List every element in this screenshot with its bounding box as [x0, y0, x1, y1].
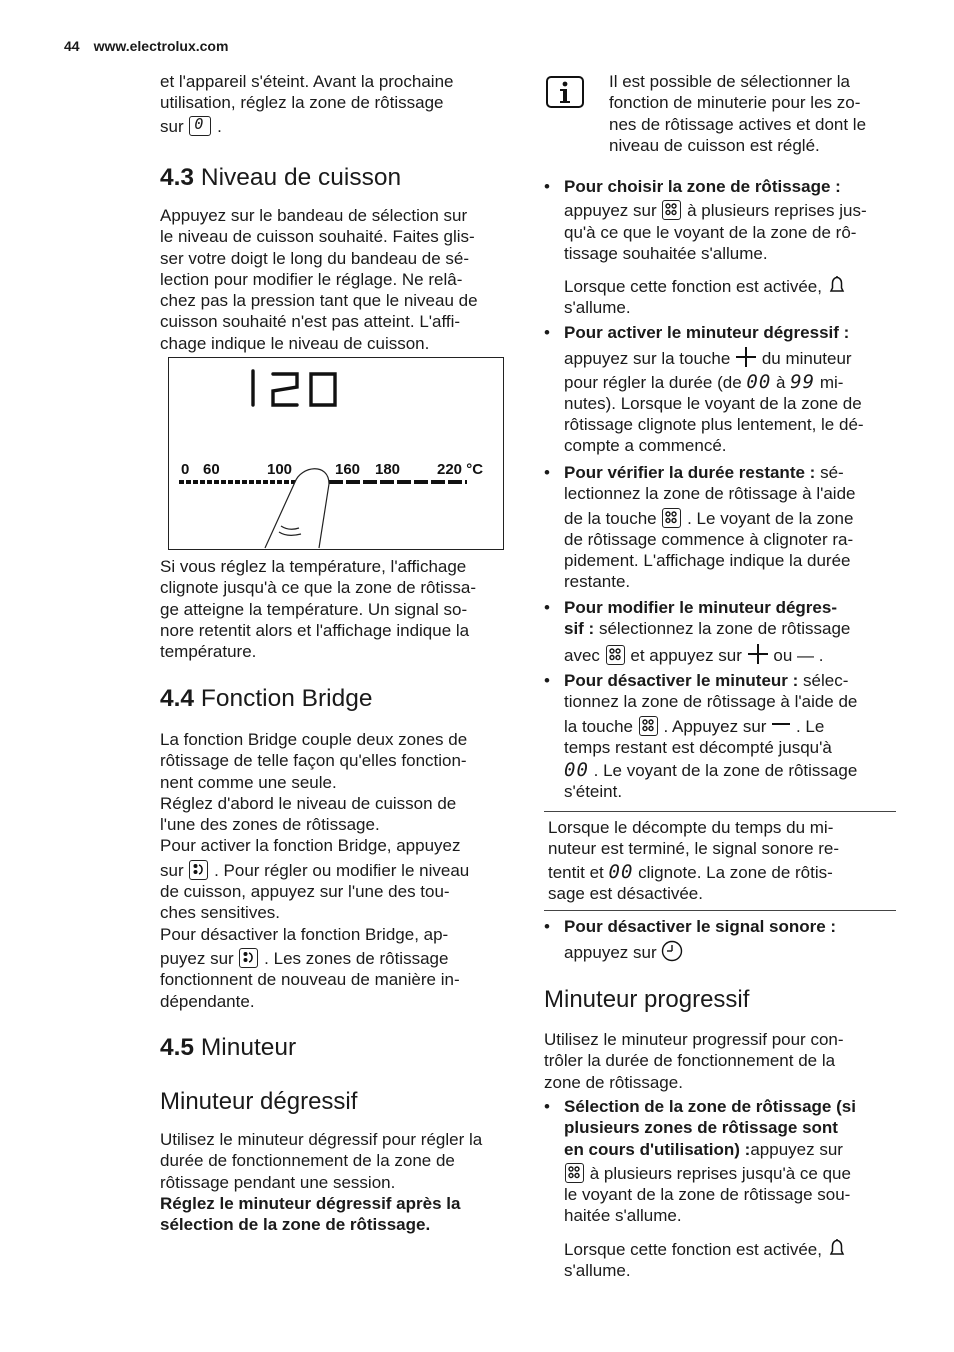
zone-key-icon: [662, 508, 681, 528]
bullet-line: de rôtissage commence à clignoter ra-: [564, 529, 854, 549]
inline-text: appuyez sur: [564, 201, 657, 221]
paragraph-line: La fonction Bridge couple deux zones de: [160, 730, 468, 749]
bullet-line: qu'à ce que le voyant de la zone de rô-: [564, 222, 857, 242]
zero-key-icon: [189, 116, 211, 136]
bullet-dot: •: [544, 917, 550, 936]
bullet-choose-zone: [544, 176, 896, 319]
bullet-dot: •: [544, 323, 550, 342]
bullet-dot: •: [544, 463, 550, 482]
bullet-title: plusieurs zones de rôtissage sont: [564, 1118, 838, 1138]
scale-label: 220 °C: [437, 461, 484, 478]
section-title: Minuteur: [200, 1034, 297, 1061]
intro-line: utilisation, réglez la zone de rôtissage: [160, 93, 444, 113]
bullet-check-remaining: [544, 462, 896, 593]
bullet-dot: •: [544, 177, 550, 196]
paragraph-line: fonctionnent de nouveau de manière in-: [160, 970, 460, 990]
bullet-line: pidement. L'affichage indique la durée: [564, 551, 851, 571]
paragraph-line: l'une des zones de rôtissage.: [160, 815, 380, 835]
info-note: [609, 71, 899, 156]
bullet-line: s'éteint.: [564, 782, 623, 802]
bullet-line: [564, 1139, 896, 1160]
inline-text: clignote. La zone de rôtis-: [638, 862, 833, 882]
note-line: sage est désactivée.: [548, 883, 703, 903]
page-number: 44: [64, 38, 80, 54]
paragraph-line: de cuisson, appuyez sur l'une des tou-: [160, 882, 450, 902]
bullet-line: [564, 346, 896, 369]
bullet-line: [564, 760, 896, 781]
bullet-title: Pour désactiver le minuteur :: [564, 671, 799, 690]
inline-text: de la touche: [564, 508, 657, 528]
paragraph-line: sélection de la zone de rôtissage.: [160, 1215, 431, 1235]
section-heading-4-5: [160, 1034, 296, 1062]
paragraph-line: Pour désactiver la fonction Bridge, ap-: [160, 924, 449, 944]
info-icon: [546, 76, 584, 113]
bullet-line: lectionnez la zone de rôtissage à l'aide: [564, 484, 856, 504]
bullet-line: [564, 462, 896, 483]
bullet-line: [564, 618, 896, 639]
cooking-level-figure: [168, 357, 504, 550]
bullet-title: sif :: [564, 619, 595, 639]
intro-line: [160, 116, 512, 137]
bullet-line: haitée s'allume.: [564, 1206, 682, 1226]
paragraph-line: trôler la durée de fonctionnement de la: [544, 1051, 836, 1071]
bullet-line: compte a commencé.: [564, 436, 727, 456]
inline-text: tentit et: [548, 862, 604, 882]
note-line: Lorsque le décompte du temps du mi-: [548, 818, 834, 837]
bullet-line: tissage souhaitée s'allume.: [564, 243, 768, 263]
inline-text: à: [776, 372, 786, 392]
bullet-title: Pour activer le minuteur dégressif :: [564, 323, 850, 342]
display-value: 120: [287, 418, 289, 419]
segment-value: 00: [608, 860, 634, 883]
note-line: [548, 862, 896, 883]
bullet-line: s'allume.: [564, 1261, 631, 1281]
bullet-line: [564, 716, 896, 737]
count-up-body: [544, 1029, 896, 1093]
paragraph-line: chage indique le niveau de cuisson.: [160, 333, 430, 353]
paragraph-line: nent comme une seule.: [160, 772, 337, 792]
section-heading-4-3: [160, 164, 401, 192]
intro-line: et l'appareil s'éteint. Avant la prochaine: [160, 72, 454, 91]
bell-icon: [827, 275, 847, 295]
paragraph-line: clignote jusqu'à ce que la zone de rôtissa-: [160, 578, 477, 598]
section-title: Niveau de cuisson: [200, 164, 402, 191]
paragraph-line: cuisson souhaité n'est pas atteint. L'affi-: [160, 312, 461, 332]
inline-text: . Le voyant de la zone de rôtissage: [593, 761, 858, 781]
info-line: fonction de minuterie pour les zo-: [609, 93, 861, 113]
inline-text: pour régler la durée (de: [564, 372, 742, 392]
scale-label: 0: [181, 461, 190, 478]
bridge-key-icon: [239, 948, 258, 968]
paragraph-line: durée de fonctionnement de la zone de: [160, 1151, 455, 1171]
bullet-title: Pour vérifier la durée restante :: [564, 463, 816, 482]
paragraph-line: ches sensitives.: [160, 903, 280, 923]
bullet-title: Pour désactiver le signal sonore :: [564, 917, 837, 936]
inline-text: . Pour régler ou modifier le niveau: [214, 860, 470, 880]
section-number: 4.3: [160, 164, 195, 191]
clock-icon: [661, 940, 683, 962]
paragraph-line: rôtissage pendant une session.: [160, 1172, 396, 1192]
bullet-activate-countdown: [544, 322, 896, 457]
info-line: niveau de cuisson est réglé.: [609, 135, 820, 155]
bullet-line: [564, 940, 896, 963]
intro-text: .: [217, 116, 222, 136]
inline-text: appuyez sur: [564, 943, 657, 963]
inline-text: . Le: [795, 716, 825, 736]
section-4-3-after: [160, 556, 512, 662]
inline-text: . Appuyez sur: [663, 716, 767, 736]
section-number: 4.4: [160, 685, 195, 712]
bullet-line: s'allume.: [564, 298, 631, 318]
plus-icon: [747, 643, 769, 665]
inline-text: appuyez sur la touche: [564, 349, 731, 369]
section-4-4-body: [160, 729, 512, 1012]
bell-icon: [827, 1238, 847, 1258]
bullet-line: le voyant de la zone de rôtissage sou-: [564, 1185, 851, 1205]
info-line: nes de rôtissage actives et dont le: [609, 114, 867, 134]
bullet-dot: •: [544, 1097, 550, 1116]
bullet-line: [564, 670, 896, 691]
scale-label: 180: [375, 461, 401, 478]
timer-end-note: [548, 817, 896, 904]
inline-text: sur: [160, 860, 184, 880]
bullet-line: [564, 372, 896, 393]
inline-text: appuyez sur: [750, 1139, 843, 1159]
bullet-line: [564, 200, 896, 221]
bullet-deactivate-countdown: [544, 670, 896, 803]
bullet-deactivate-signal: [544, 916, 896, 964]
section-heading-4-4: [160, 685, 372, 713]
paragraph-line: zone de rôtissage.: [544, 1072, 683, 1092]
zone-key-icon: [606, 645, 625, 665]
inline-text: . Les zones de rôtissage: [264, 948, 449, 968]
paragraph-line: Utilisez le minuteur dégressif pour régler la: [160, 1130, 483, 1149]
bullet-title: Pour modifier le minuteur dégres-: [564, 598, 837, 617]
bridge-key-icon: [189, 860, 208, 880]
note-top-rule: [544, 811, 896, 812]
inline-text: Lorsque cette fonction est activée,: [564, 277, 822, 297]
bullet-line: rôtissage clignote plus lentement, le dé-: [564, 415, 864, 435]
zone-key-icon: [565, 1163, 584, 1183]
paragraph-line: Utilisez le minuteur progressif pour con-: [544, 1030, 844, 1049]
site-url: www.electrolux.com: [93, 38, 229, 54]
note-bottom-rule: [544, 910, 896, 911]
segment-value: 99: [790, 370, 816, 393]
paragraph-line: [160, 860, 512, 881]
bullet-modify-countdown: [544, 597, 896, 666]
inline-text: sé-: [820, 463, 844, 482]
intro-text: sur: [160, 116, 184, 136]
paragraph-line: le niveau de cuisson souhaité. Faites glis-: [160, 227, 475, 247]
bullet-zone-selection: [544, 1096, 896, 1281]
scale-label: 100: [267, 461, 293, 478]
subheading-countdown: Minuteur dégressif: [160, 1088, 358, 1115]
scale-label: 160: [335, 461, 361, 478]
paragraph-line: Réglez d'abord le niveau de cuisson de: [160, 793, 457, 813]
plus-icon: [735, 346, 757, 368]
paragraph-line: Si vous réglez la température, l'affichage: [160, 557, 467, 576]
bullet-line: [564, 643, 896, 666]
bullet-title: Sélection de la zone de rôtissage (si: [564, 1097, 856, 1116]
inline-text: à plusieurs reprises jusqu'à ce que: [589, 1163, 851, 1183]
segment-value: 00: [746, 370, 772, 393]
paragraph-line: dépendante.: [160, 991, 255, 1011]
bullet-title: en cours d'utilisation) :: [564, 1139, 751, 1159]
note-line: nuteur est terminé, le signal sonore re-: [548, 839, 840, 859]
inline-text: avec: [564, 645, 600, 665]
countdown-body: [160, 1129, 512, 1235]
inline-text: à plusieurs reprises jus-: [687, 201, 867, 221]
segment-display: [253, 371, 335, 405]
inline-text: mi-: [819, 372, 844, 392]
paragraph-line: lection pour modifier le réglage. Ne relâ-: [160, 269, 463, 289]
info-line: Il est possible de sélectionner la: [609, 72, 850, 91]
paragraph-line: ge atteigne la température. Un signal so-: [160, 599, 468, 619]
paragraph-line: rôtissage de telle façon qu'elles fonction-: [160, 751, 467, 771]
inline-text: puyez sur: [160, 948, 234, 968]
bullet-note: [564, 1238, 896, 1260]
section-title: Fonction Bridge: [200, 685, 373, 712]
inline-text: sélec-: [803, 671, 849, 690]
left-column: [160, 71, 512, 137]
bullet-line: [564, 508, 896, 529]
bullet-line: temps restant est décompté jusqu'à: [564, 737, 832, 757]
zero-digit: 0: [194, 114, 205, 133]
inline-text: ou — .: [773, 645, 824, 665]
paragraph-line: température.: [160, 642, 257, 662]
paragraph-line: Pour activer la fonction Bridge, appuyez: [160, 836, 461, 856]
paragraph-line: Appuyez sur le bandeau de sélection sur: [160, 206, 468, 225]
paragraph-line: Réglez le minuteur dégressif après la: [160, 1193, 461, 1213]
bullet-dot: •: [544, 671, 550, 690]
inline-text: et appuyez sur: [630, 645, 742, 665]
segment-value: 00: [564, 759, 589, 782]
section-number: 4.5: [160, 1034, 195, 1061]
scale-label: 60: [203, 461, 220, 478]
bullet-line: restante.: [564, 572, 631, 592]
paragraph-line: ser votre doigt le long du bandeau de sé-: [160, 248, 470, 268]
bullet-title: Pour choisir la zone de rôtissage :: [564, 177, 841, 196]
page-header: [64, 38, 228, 54]
bullet-line: [564, 1163, 896, 1184]
bullet-dot: •: [544, 598, 550, 617]
minus-icon: [771, 717, 791, 731]
zone-key-icon: [639, 716, 658, 736]
inline-text: sélectionnez la zone de rôtissage: [598, 619, 851, 639]
inline-text: . Le voyant de la zone: [687, 508, 854, 528]
zone-key-icon: [662, 200, 681, 220]
paragraph-line: [160, 948, 512, 969]
bullet-line: tionnez la zone de rôtissage à l'aide de: [564, 692, 858, 712]
paragraph-line: chez pas la pression tant que le niveau de: [160, 291, 478, 311]
display-illustration: [169, 358, 503, 549]
inline-text: du minuteur: [761, 349, 852, 369]
subheading-count-up: Minuteur progressif: [544, 986, 750, 1013]
bullet-note: [564, 275, 896, 297]
inline-text: Lorsque cette fonction est activée,: [564, 1239, 822, 1259]
bullet-line: nutes). Lorsque le voyant de la zone de: [564, 393, 862, 413]
section-4-3-body: [160, 205, 512, 354]
paragraph-line: nore retentit alors et l'affichage indique la: [160, 620, 470, 640]
inline-text: la touche: [564, 716, 633, 736]
scale-labels: [181, 461, 483, 478]
